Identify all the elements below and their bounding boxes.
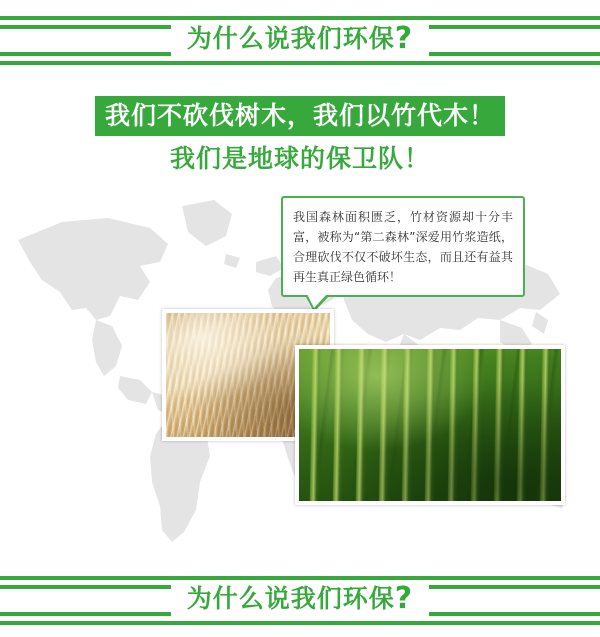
banner-rule-top-1 <box>0 16 600 20</box>
top-banner-question-mark: ? <box>394 21 414 56</box>
bottom-banner-title <box>0 582 600 616</box>
bottom-banner-question-mark: ? <box>394 581 414 616</box>
info-callout <box>281 196 525 297</box>
banner-rule-bottom-1 <box>0 576 600 580</box>
bottom-banner-title-text: 为什么说我们环保 <box>186 584 395 613</box>
headline-line-2: 我们是地球的保卫队！ <box>169 144 430 173</box>
top-banner <box>0 8 600 68</box>
top-banner-title-text: 为什么说我们环保 <box>186 24 395 53</box>
info-callout-text: 我国森林面积匮乏，竹材资源却十分丰富，被称为“第二森林”深爱用竹浆造纸，合理砍伐不仅不破坏生态，而且还有益其再生真正绿色循环！ <box>293 210 513 284</box>
headline-line-1: 我们不砍伐树木，我们以竹代木！ <box>95 96 505 136</box>
headline-block <box>0 96 600 175</box>
bottom-banner <box>0 568 600 628</box>
bamboo-forest-photo <box>295 345 565 505</box>
banner-rule-bottom-4 <box>0 621 600 625</box>
banner-rule-top-4 <box>0 61 600 65</box>
top-banner-title <box>0 22 600 56</box>
bamboo-forest-image <box>299 349 561 501</box>
callout-tail-inner <box>307 294 327 308</box>
